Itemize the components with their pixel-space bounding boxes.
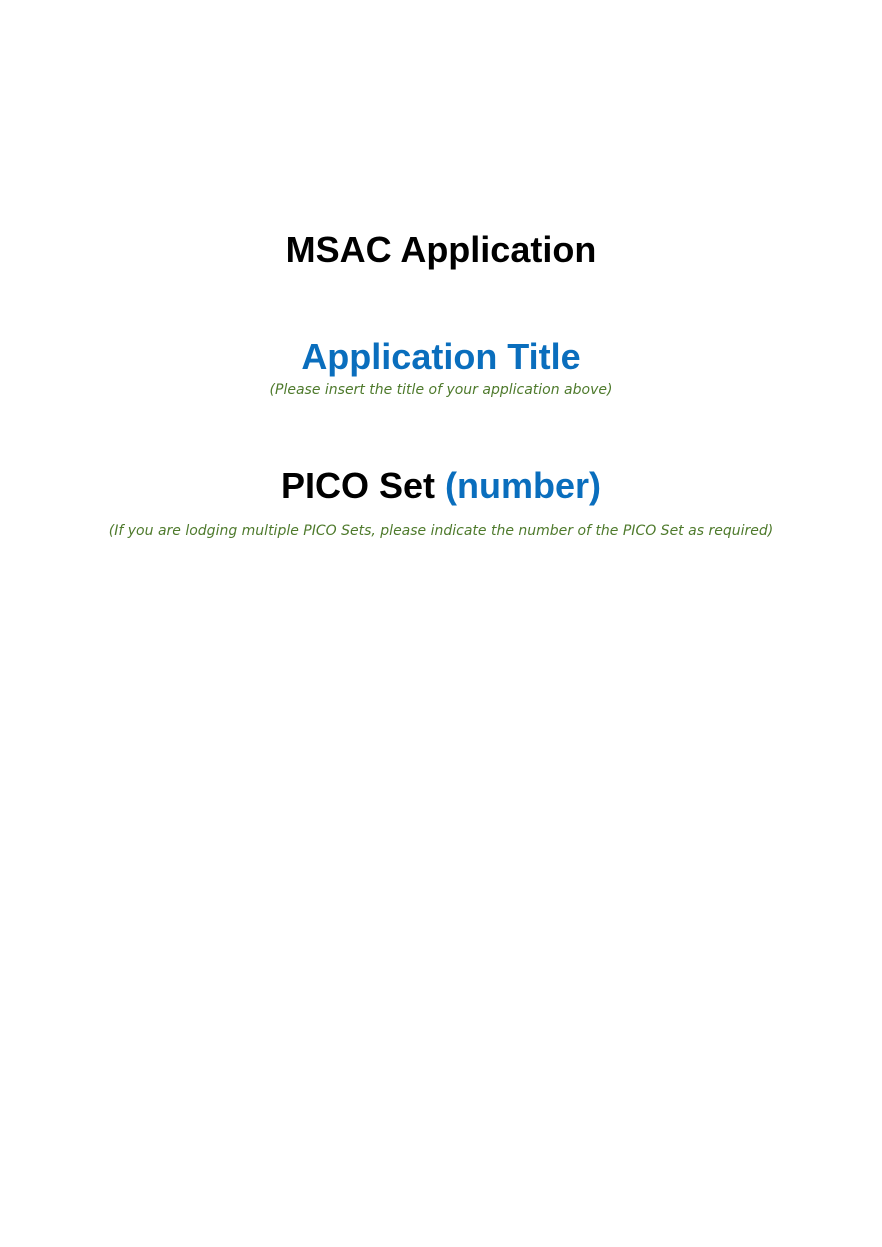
pico-set-hint: (If you are lodging multiple PICO Sets, please indicate the number of the PICO Set as required) <box>108 523 774 539</box>
application-title: Application Title <box>301 336 581 377</box>
application-title-hint: (Please insert the title of your application above) <box>269 382 613 398</box>
pico-set-number: (number) <box>445 465 602 506</box>
pico-set-label: PICO Set <box>280 465 436 506</box>
document-heading: MSAC Application <box>285 229 597 270</box>
pico-set-heading <box>0 464 882 508</box>
